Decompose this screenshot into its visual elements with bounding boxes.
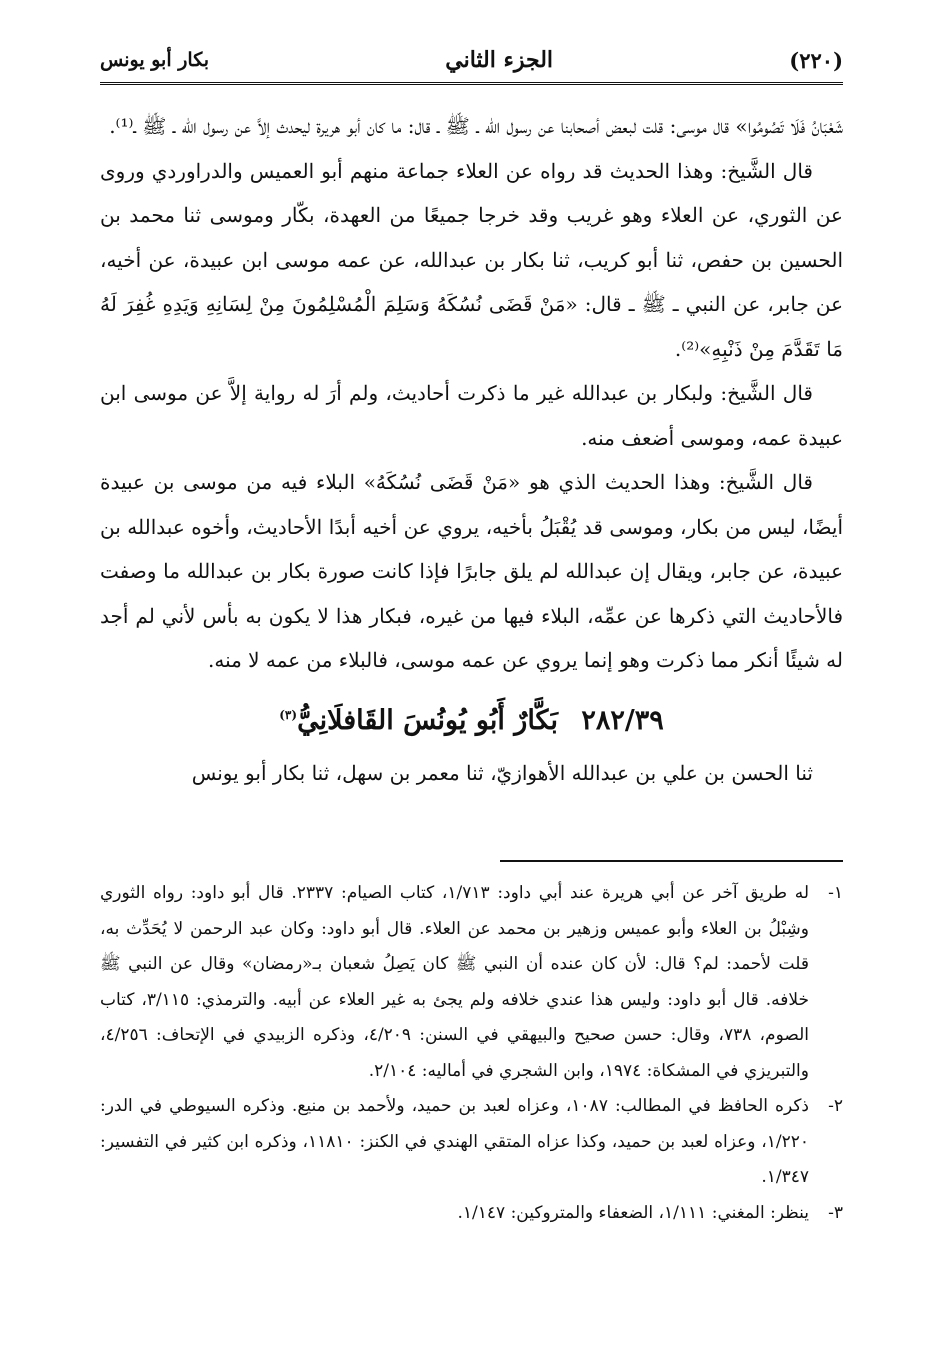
footnote [100, 1196, 843, 1232]
page-number: (٢٢٠) [789, 47, 843, 73]
part-title: الجزء الثاني [445, 47, 554, 73]
footnote-number: ١- [828, 883, 843, 903]
footnote-text: ينظر: المغني: ١/١١١، الضعفاء والمتروكين: ١/١٤٧. [457, 1202, 809, 1223]
page-header [100, 38, 843, 85]
footnote [100, 876, 843, 1089]
paragraph-3: قال الشَّيخ: ولبكار بن عبدالله غير ما ذكرت أحاديث، ولم أرَ له رواية إلاَّ عن موسى ابن عبيدة عمه، وموسى أضعف منه. [100, 381, 843, 450]
paragraph-5: ثنا الحسن بن علي بن عبدالله الأهوازيّ، ثنا معمر بن سهل، ثنا بكار أبو يونس [191, 760, 813, 785]
footnote [100, 1089, 843, 1196]
paragraph-4: قال الشَّيخ: وهذا الحديث الذي هو «مَنْ قَضَى نُسُكَهُ» البلاء فيه من موسى بن عبيدة أيضًا، ليس من بكار، وموسى قد يُقْبَلُ بأخيه، يروي عن أخيه أبدًا الأحاديث، وأخوه عبدالله بن عبيدة، عن جابر، ويقال إن عبدالله لم يلق جابرًا فإذا كانت صورة بكار بن عبدالله ما وصفت فالأحاديث التي ذكرها عن عمِّه، البلاء فيها من غيره، فبكار هذا لا يكون به بأس لأني لم أجد له شيئًا أنكر مما ذكرت وهو إنما يروي عن عمه موسى، فالبلاء من عمه لا منه. [100, 470, 843, 672]
running-title: بكار أبو يونس [100, 49, 209, 71]
paragraph-2: قال الشَّيخ: وهذا الحديث قد رواه عن العلاء جماعة منهم أبو العميس والدراوردي وروى عن الثوري، عن العلاء وهو غريب وقد خرجا جميعًا من العهدة، بكّار وموسى ثنا محمد بن الحسين بن حفص، ثنا أبو كريب، ثنا بكار بن عبدالله، عن عمه موسى ابن عبيدة، عن أخيه، عن جابر، عن النبي ـ ﷺ ـ قال: «مَنْ قَضَى نُسُكَهُ وَسَلِمَ الْمُسْلِمُونَ مِنْ لِسَانِهِ وَيَدِهِ غُفِرَ لَهُ مَا تَقَدَّمَ مِنْ ذَنْبِهِ»⁽²⁾. [100, 158, 843, 361]
footnotes [100, 876, 843, 1231]
entry-footnote-ref: (٣) [279, 707, 298, 722]
footnote-number: ٣- [828, 1202, 843, 1223]
paragraph-1: شَعْبَانُ فَلَا تَصُومُوا» قال موسى: قلت لبعض أصحابنا عن رسول الله ـ ﷺ ـ قال: ما كان أبو هريرة ليحدث إلاَّ عن رسول الله ـ ﷺ ـ⁽¹⁾. [109, 114, 843, 138]
entry-number: ٢٨٢/٣٩ [581, 704, 664, 736]
entry-title: بَكَّارٌ أَبُو يُونُسَ القَافلَانِيُّ [297, 704, 558, 736]
footnote-number: ٢- [828, 1096, 843, 1116]
entry-heading [100, 685, 843, 751]
footnote-text: له طريق آخر عن أبي هريرة عند أبي داود: ١/٧١٣، كتاب الصيام: ٢٣٣٧. قال أبو داود: رواه الثوري وشِبْلُ بن العلاء وأبو عميس وزهير بن محمد عن العلاء. قال أبو داود: وكان عبد الرحمن لا يُحَدِّث به، قلت لأحمد: لم؟ قال: لأن كان عنده أن النبي ﷺ كان يَصِلُ شعبان بـ«رمضان» وقال عن النبي ﷺ خلافه. قال أبو داود: وليس هذا عندي خلافه ولم يجئ به غير العلاء عن أبيه. والترمذي: ٣/١١٥، كتاب الصوم، ٧٣٨، وقال: حسن صحيح والبيهقي في السنن: ٤/٢٠٩، وذكره الزبيدي في الإتحاف: ٤/٢٥٦، والتبريزي في المشكاة: ١٩٧٤، وابن الشجري في أماليه: ٢/١٠٤. [100, 883, 809, 1081]
footnote-text: ذكره الحافظ في المطالب: ١٠٨٧، وعزاه لعبد بن حميد، ولأحمد بن منيع. وذكره السيوطي في الدر: ١/٢٢٠، وعزاه لعبد بن حميد، وكذا عزاه المتقي الهندي في الكنز: ١١٨١٠، وذكره ابن كثير في التفسير: ١/٣٤٧. [100, 1096, 810, 1187]
main-text [100, 104, 843, 795]
footnote-separator [500, 860, 843, 862]
